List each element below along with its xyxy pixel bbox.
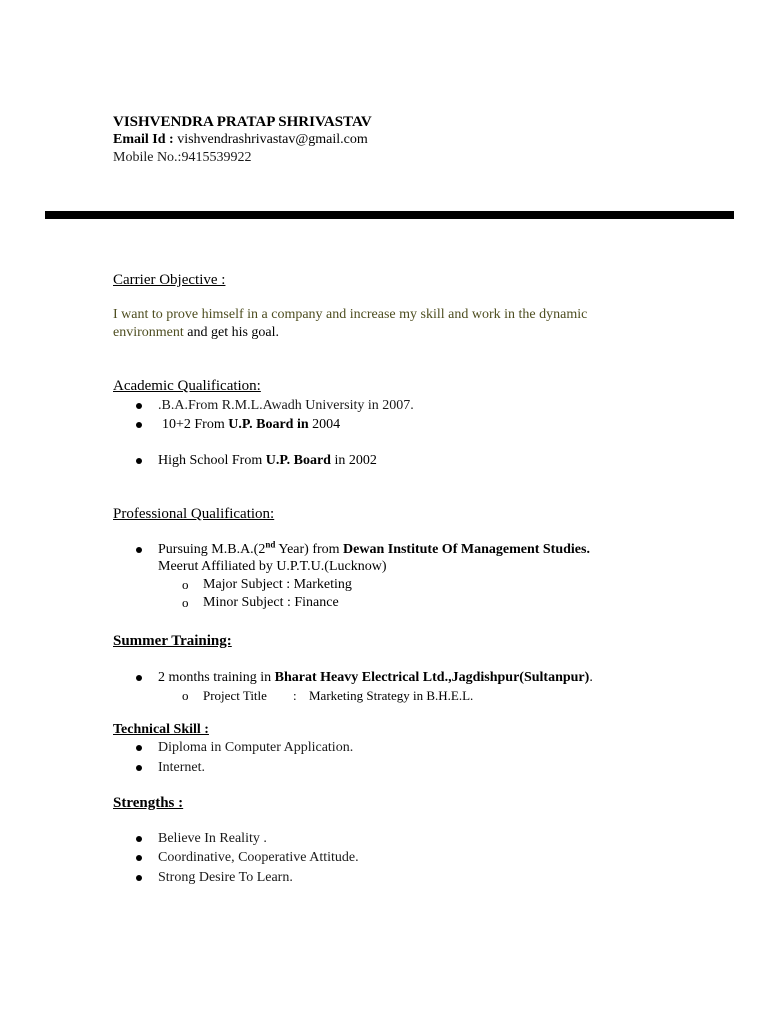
strength-item-3: Strong Desire To Learn. (158, 870, 293, 885)
academic-item-3-a: High School From (158, 453, 266, 468)
professional-line-1 (158, 541, 590, 559)
project-title-colon: : (293, 688, 297, 703)
header-divider (45, 211, 734, 219)
strengths-heading: Strengths : (113, 795, 184, 811)
bullet-icon (136, 458, 142, 464)
email-line (113, 131, 368, 149)
professional-heading: Professional Qualification: (113, 506, 275, 522)
major-subject: Major Subject : Marketing (203, 577, 352, 592)
training-line-1-a: 2 months training in (158, 670, 275, 685)
company-name: Bharat Heavy Electrical Ltd.,Jagdishpur(Sultanpur) (274, 670, 590, 685)
sub-bullet-icon: o (182, 688, 189, 703)
academic-item-1: .B.A.From R.M.L.Awadh University in 2007. (158, 398, 414, 413)
bullet-icon (136, 875, 142, 881)
institute-name: Dewan Institute Of Management Studies. (343, 542, 590, 557)
academic-item-2-b: U.P. Board in (228, 417, 309, 432)
minor-subject: Minor Subject : Finance (203, 595, 339, 610)
academic-item-2 (162, 416, 340, 434)
sub-bullet-icon: o (182, 577, 189, 592)
training-line-1-c: . (589, 670, 593, 685)
technical-heading: Technical Skill : (113, 722, 209, 737)
academic-item-3-c: in 2002 (330, 453, 377, 468)
academic-heading: Academic Qualification: (113, 378, 261, 394)
bullet-icon (136, 547, 142, 553)
professional-line-1-b: Year) from (275, 542, 344, 557)
training-line-1 (158, 669, 593, 687)
professional-line-2: Meerut Affiliated by U.P.T.U.(Lucknow) (158, 559, 387, 574)
bullet-icon (136, 836, 142, 842)
bullet-icon (136, 675, 142, 681)
ordinal-suffix: nd (265, 539, 276, 550)
candidate-name: VISHVENDRA PRATAP SHRIVASTAV (113, 114, 372, 130)
mobile-number: Mobile No.:9415539922 (113, 150, 252, 165)
sub-bullet-icon: o (182, 595, 189, 610)
objective-line-2-b: and get his goal. (183, 325, 280, 340)
bullet-icon (136, 403, 142, 409)
objective-line-2-a: environment (113, 325, 184, 340)
objective-line-1: I want to prove himself in a company and increase my skill and work in the dynamic (113, 307, 588, 322)
technical-item-2: Internet. (158, 760, 206, 775)
training-heading: Summer Training: (113, 633, 232, 649)
professional-line-1-a: Pursuing M.B.A.(2 (158, 542, 266, 557)
email-value: vishvendrashrivastav@gmail.com (173, 132, 368, 147)
email-label: Email Id : (113, 132, 174, 147)
academic-item-2-a: 10+2 From (162, 417, 229, 432)
technical-item-1: Diploma in Computer Application. (158, 740, 354, 755)
project-title-value: Marketing Strategy in B.H.E.L. (309, 688, 474, 703)
bullet-icon (136, 745, 142, 751)
bullet-icon (136, 855, 142, 861)
academic-item-3-b: U.P. Board (265, 453, 331, 468)
strength-item-2: Coordinative, Cooperative Attitude. (158, 850, 359, 865)
project-title-label: Project Title (203, 688, 267, 703)
objective-heading: Carrier Objective : (113, 272, 226, 288)
objective-line-2 (113, 324, 279, 342)
academic-item-3 (158, 452, 377, 470)
bullet-icon (136, 765, 142, 771)
academic-item-2-c: 2004 (308, 417, 341, 432)
strength-item-1: Believe In Reality . (158, 831, 267, 846)
bullet-icon (136, 422, 142, 428)
